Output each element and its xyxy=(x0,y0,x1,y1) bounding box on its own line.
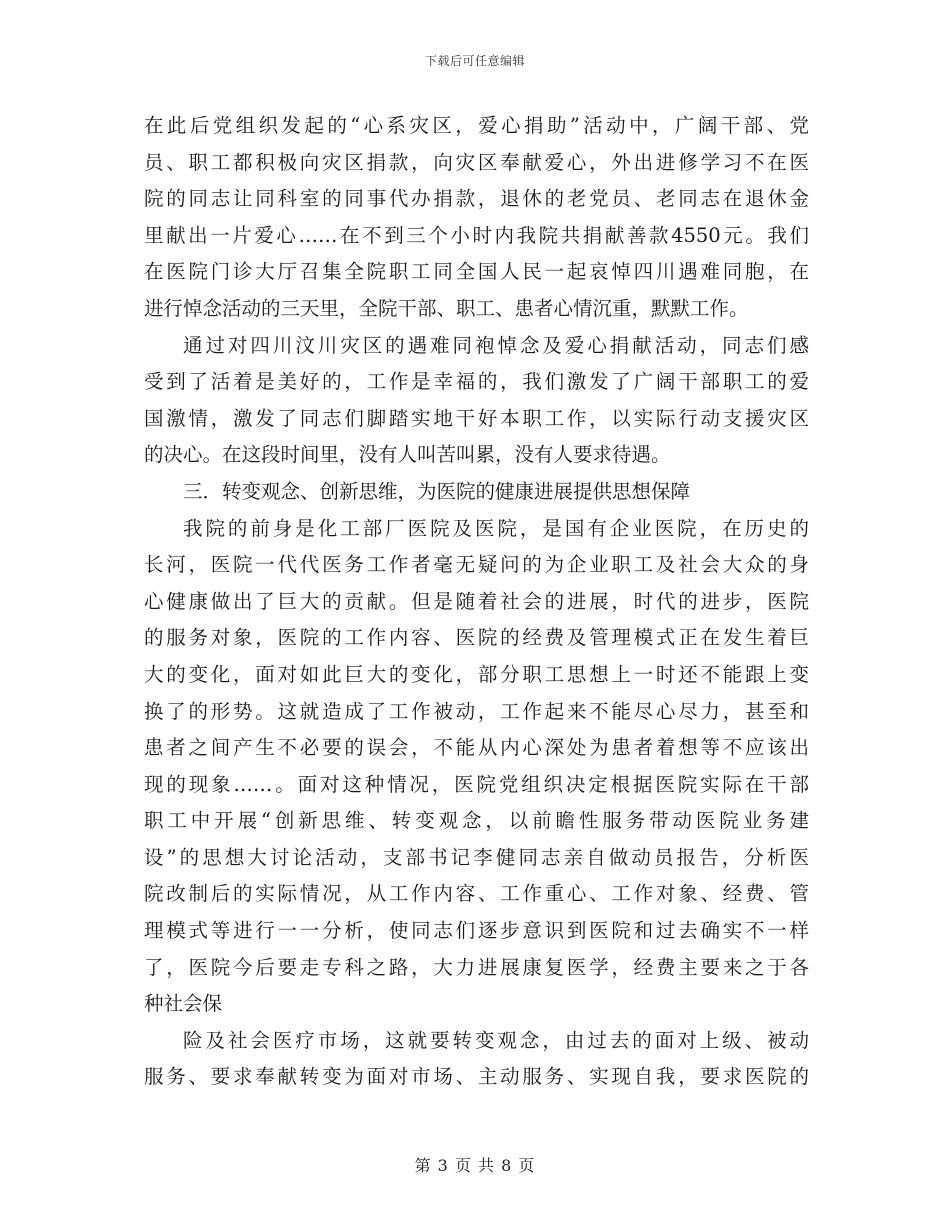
text-line: 大的变化，面对如此巨大的变化，部分职工思想上一时还不能跟上变 xyxy=(144,662,809,686)
text-line: 院的同志让同科室的同事代办捐款，退休的老党员、老同志在退休金 xyxy=(144,187,809,211)
text-line: 在医院门诊大厅召集全院职工同全国人民一起哀悼四川遇难同胞，在 xyxy=(144,260,809,284)
text-line: 三．转变观念、创新思维，为医院的健康进展提供思想保障 xyxy=(183,479,691,503)
text-line: 的决心。在这段时间里，没有人叫苦叫累，没有人要求待遇。 xyxy=(144,443,671,467)
text-line: 院改制后的实际情况，从工作内容、工作重心、工作对象、经费、管 xyxy=(144,882,809,906)
text-line: 理模式等进行一一分析，使同志们逐步意识到医院和过去确实不一样 xyxy=(144,919,809,943)
text-line: 进行悼念活动的三天里，全院干部、职工、患者心情沉重，默默工作。 xyxy=(144,296,749,320)
text-line: 心健康做出了巨大的贡献。但是随着社会的进展，时代的进步，医院 xyxy=(144,589,809,613)
text-line: 服务、要求奉献转变为面对市场、主动服务、实现自我，要求医院的 xyxy=(144,1065,809,1089)
text-line: 员、职工都积极向灾区捐款，向灾区奉献爱心，外出进修学习不在医 xyxy=(144,150,809,174)
text-line: 换了的形势。这就造成了工作被动，工作起来不能尽心尽力，甚至和 xyxy=(144,699,809,723)
text-line: 了，医院今后要走专科之路，大力进展康复医学，经费主要来之于各 xyxy=(144,955,809,979)
text-line: 我院的前身是化工部厂医院及医院，是国有企业医院，在历史的 xyxy=(183,516,809,540)
text-line: 险及社会医疗市场，这就要转变观念，由过去的面对上级、被动 xyxy=(183,1028,809,1052)
text-line: 现的现象……。面对这种情况，医院党组织决定根据医院实际在干部 xyxy=(144,772,809,796)
text-line: 设”的思想大讨论活动，支部书记李健同志亲自做动员报告，分析医 xyxy=(144,845,809,869)
text-line: 种社会保 xyxy=(144,992,223,1016)
text-line: 的服务对象，医院的工作内容、医院的经费及管理模式正在发生着巨 xyxy=(144,626,809,650)
text-line: 在此后党组织发起的“心系灾区，爱心捐助”活动中，广阔干部、党 xyxy=(144,114,809,137)
text-line: 受到了活着是美好的，工作是幸福的，我们激发了广阔干部职工的爱 xyxy=(144,370,809,394)
text-line: 职工中开展“创新思维、转变观念，以前瞻性服务带动医院业务建 xyxy=(144,809,809,833)
text-line: 通过对四川汶川灾区的遇难同袍悼念及爱心捐献活动，同志们感 xyxy=(183,333,809,357)
text-line: 里献出一片爱心……在不到三个小时内我院共捐献善款4550元。我们 xyxy=(144,223,809,247)
text-line: 长河，医院一代代医务工作者毫无疑问的为企业职工及社会大众的身 xyxy=(144,553,809,577)
text-line: 患者之间产生不必要的误会，不能从内心深处为患者着想等不应该出 xyxy=(144,736,809,760)
text-line: 国激情，激发了同志们脚踏实地干好本职工作，以实际行动支援灾区 xyxy=(144,406,809,430)
page-header: 下载后可任意编辑 xyxy=(424,54,525,68)
document-body xyxy=(144,108,809,1096)
page-footer: 第 3 页 共 8 页 xyxy=(414,1156,536,1175)
